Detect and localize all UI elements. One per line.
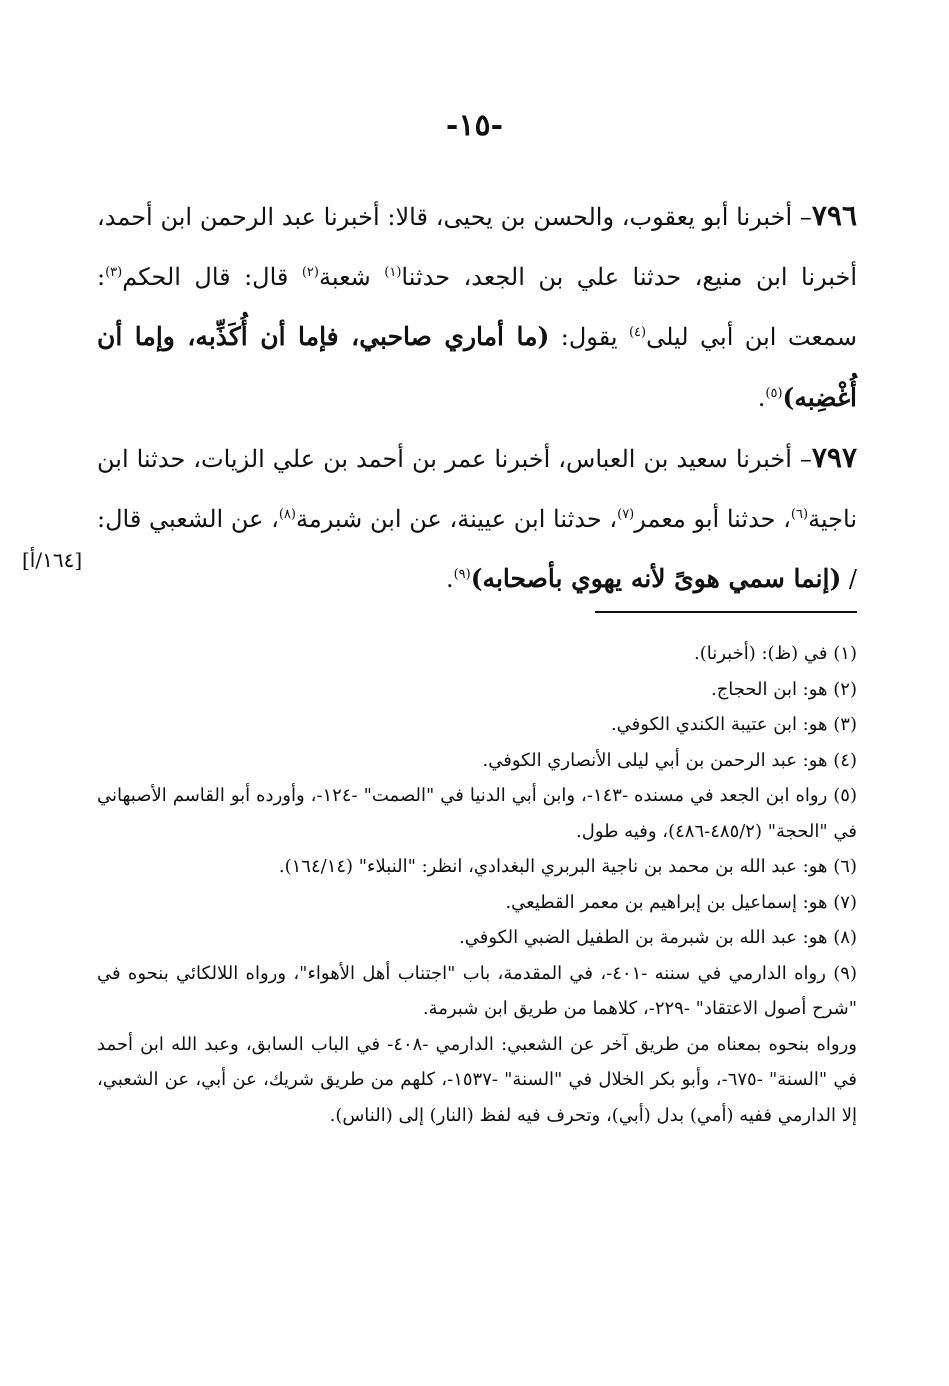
hadith-end: .	[445, 565, 454, 593]
footnote-text: رواه ابن الجعد في مسنده -١٤٣-، وابن أبي الدنيا في "الصمت" -١٢٤-، وأورده أبو القاسم الأصبهاني في "الحجة" (٤٨٥/٢-٤٨٦)، وفيه طول.	[97, 785, 857, 842]
main-text	[97, 186, 857, 610]
hadith-number: ٧٩٧	[811, 441, 857, 474]
footnote-number: (٤)	[833, 749, 857, 771]
footnote-number: (٣)	[833, 714, 857, 735]
footnote-text: هو: عبد الرحمن بن أبي ليلى الأنصاري الكوفي.	[482, 749, 828, 771]
footnote-separator	[595, 611, 857, 613]
folio-marker: [١٦٤/أ]	[22, 548, 83, 572]
hadith-quote: (إنما سمي هوىً لأنه يهوي بأصحابه)	[470, 564, 842, 593]
footnote-text: هو: عبد الله بن محمد بن ناجية البربري البغدادي، انظر: "النبلاء" (١٦٤/١٤).	[278, 856, 828, 877]
footnote-text: في (ظ): (أخبرنا).	[693, 643, 828, 664]
hadith-796	[97, 186, 857, 428]
footnote-number: (٦)	[833, 856, 857, 877]
footnote-5	[97, 778, 857, 849]
footnote-text: رواه الدارمي في سننه -٤٠١-، في المقدمة، باب "اجتناب أهل الأهواء"، ورواه اللالكائي بنحوه في "شرح أصول الاعتقاد" -٢٢٩-، كلاهما من طريق ابن شبرمة.	[97, 962, 857, 1019]
hadith-text: ، حدثنا أبو معمر	[634, 504, 791, 533]
footnote-6	[97, 849, 857, 885]
hadith-text: : سمعت ابن أبي ليلى	[97, 262, 857, 351]
hadith-text: قال: قال الحكم	[122, 262, 302, 291]
footnote-ref: (٩)	[453, 567, 471, 582]
hadith-797	[97, 428, 857, 610]
hadith-quote: (ما أماري صاحبي، فإما أن أُكَذِّبه، وإما أن أُغْضِبه)	[97, 322, 857, 412]
footnote-3	[97, 707, 857, 743]
hadith-text: – أخبرنا سعيد بن العباس، أخبرنا عمر بن أحمد بن علي الزيات، حدثنا ابن ناجية	[97, 445, 857, 533]
footnote-ref: (٣)	[105, 264, 123, 280]
footnote-ref: (٦)	[790, 506, 809, 522]
footnote-9-continuation	[97, 1027, 857, 1134]
page-number: -١٥-	[445, 108, 504, 143]
hadith-text: – أخبرنا أبو يعقوب، والحسن بن يحيى، قالا: أخبرنا عبد الرحمن ابن أحمد، أخبرنا ابن منيع، حدثنا علي بن الجعد، حدثنا	[97, 203, 857, 291]
hadith-number: ٧٩٦	[811, 199, 857, 232]
hadith-text: ، حدثنا ابن عيينة، عن ابن شبرمة	[295, 504, 618, 533]
footnote-8	[97, 920, 857, 956]
hadith-text: يقول:	[549, 323, 629, 351]
footnote-number: (٢)	[833, 678, 857, 700]
footnote-text: هو: ابن عتيبة الكندي الكوفي.	[610, 714, 828, 735]
footnote-7	[97, 885, 857, 921]
footnote-1	[97, 636, 857, 672]
footnote-text: هو: عبد الله بن شبرمة بن الطفيل الضبي الكوفي.	[459, 927, 828, 948]
hadith-end: .	[757, 383, 766, 412]
footnote-number: (٩)	[833, 962, 857, 984]
footnote-ref: (٧)	[617, 506, 635, 522]
footnote-ref: (٤)	[628, 325, 647, 340]
footnote-text: هو: ابن الحجاج.	[710, 678, 828, 700]
footnote-ref: (٥)	[765, 385, 783, 401]
footnote-number: (٥)	[833, 785, 857, 806]
footnote-4	[97, 743, 857, 779]
footnote-number: (١)	[833, 643, 857, 664]
footnotes	[97, 636, 857, 1133]
footnote-2	[97, 672, 857, 708]
footnote-text: هو: إسماعيل بن إبراهيم بن معمر القطيعي.	[505, 891, 828, 913]
footnote-number: (٧)	[833, 891, 857, 913]
hadith-text: ، عن الشعبي قال: /	[97, 504, 857, 593]
footnote-ref: (١)	[384, 264, 402, 280]
footnote-ref: (٨)	[278, 506, 296, 522]
footnote-9	[97, 956, 857, 1027]
footnote-number: (٨)	[833, 927, 857, 948]
hadith-text: شعبة	[318, 262, 385, 291]
footnote-ref: (٢)	[301, 264, 319, 280]
footnote-text: ورواه بنحوه بمعناه من طريق آخر عن الشعبي: الدارمي -٤٠٨- في الباب السابق، وعبد الله ابن أحمد في "السنة" -٦٧٥-، وأبو بكر الخلال في "السنة" -١٥٣٧-، كلهم من طريق شريك، عن أبي، عن الشعبي، إلا الدارمي ففيه (أمي) بدل (أبي)، وتحرف فيه لفظ (النار) إلى (الناس).	[97, 1033, 857, 1126]
